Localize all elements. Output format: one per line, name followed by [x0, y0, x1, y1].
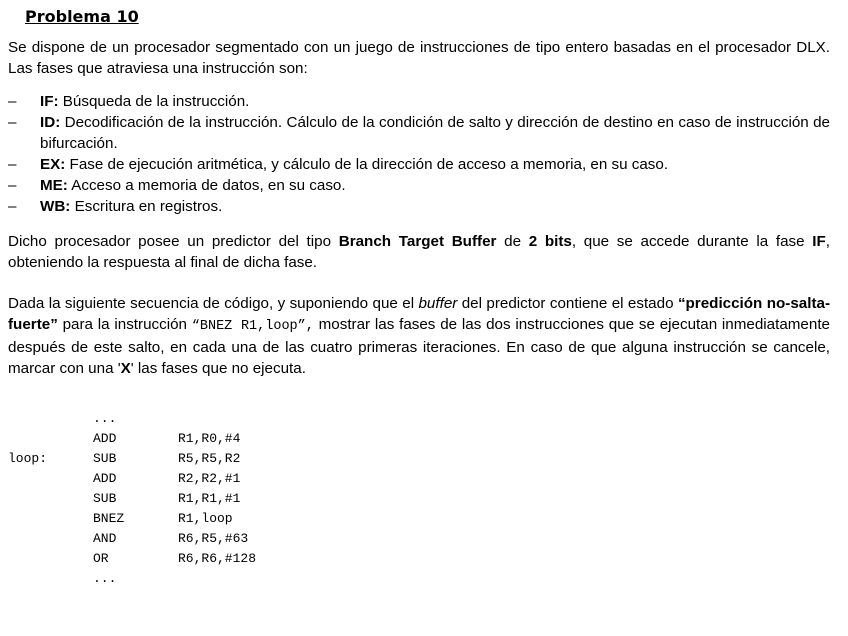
text-run: Dicho procesador posee un predictor del tipo	[8, 233, 339, 250]
text-run: , obteniendo la respuesta al final de dicha fase.	[8, 233, 830, 271]
code-line	[8, 569, 830, 589]
phase-key: ME:	[40, 177, 68, 194]
document-page	[8, 6, 830, 589]
code-label: loop:	[8, 451, 48, 466]
phase-item-wb	[8, 196, 830, 217]
phase-desc: Fase de ejecución aritmética, y cálculo de la dirección de acceso a memoria, en su caso.	[65, 156, 669, 173]
list-dash: –	[8, 156, 17, 173]
phase-desc: Escritura en registros.	[70, 198, 223, 215]
phase-key: ID:	[40, 114, 61, 131]
text-run: para la instrucción	[57, 316, 192, 333]
intro-paragraph: Se dispone de un procesador segmentado con un juego de instrucciones de tipo entero basadas en el procesador DLX. Las fases que atraviesa una instrucción son:	[8, 39, 830, 77]
code-opcode: AND	[93, 531, 117, 546]
bold-run: “predicción no-salta-fuerte”	[8, 295, 831, 333]
phase-item-id	[8, 112, 830, 154]
list-dash: –	[8, 198, 17, 215]
phase-desc: Decodificación de la instrucción. Cálculo de la condición de salto y dirección de destino en caso de instrucción de bifurcación.	[40, 114, 830, 152]
code-opcode: ...	[93, 571, 117, 586]
code-operands: R6,R5,#63	[178, 531, 249, 546]
bold-run: Branch Target Buffer	[338, 233, 497, 250]
problem-title: Problema 10	[25, 7, 139, 26]
code-line	[8, 509, 830, 529]
code-operands: R2,R2,#1	[178, 471, 241, 486]
phase-key: WB:	[40, 198, 71, 215]
code-line	[8, 469, 830, 489]
list-dash: –	[8, 114, 17, 131]
italic-run: buffer	[418, 295, 458, 312]
list-dash: –	[8, 177, 17, 194]
code-opcode: ...	[93, 411, 117, 426]
code-opcode: SUB	[93, 451, 117, 466]
code-opcode: BNEZ	[93, 511, 125, 526]
text-run: de	[496, 233, 529, 250]
code-operands: R1,R0,#4	[178, 431, 241, 446]
text-run: , que se accede durante la fase	[571, 233, 813, 250]
bold-run: X	[120, 360, 131, 377]
code-operands: R5,R5,R2	[178, 451, 241, 466]
phase-key: IF:	[40, 93, 59, 110]
bold-run: 2 bits	[528, 233, 572, 250]
bold-run: IF	[812, 233, 826, 250]
code-opcode: ADD	[93, 431, 117, 446]
code-listing	[8, 409, 830, 589]
code-line	[8, 409, 830, 429]
phase-desc: Búsqueda de la instrucción.	[58, 93, 250, 110]
phase-key: EX:	[40, 156, 66, 173]
code-line	[8, 489, 830, 509]
phase-desc: Acceso a memoria de datos, en su caso.	[67, 177, 346, 194]
btb-paragraph	[8, 231, 830, 273]
code-operands: R1,loop	[178, 511, 233, 526]
code-opcode: SUB	[93, 491, 117, 506]
code-opcode: OR	[93, 551, 109, 566]
code-line	[8, 549, 830, 569]
phase-item-if	[8, 91, 830, 112]
phase-item-me	[8, 175, 830, 196]
text-run: mostrar las fases de las dos instrucciones que se ejecutan inmediatamente después de este salto, en cada una de las cuatro primeras iteraciones. En caso de que alguna instrucción se cancele, marcar con una '	[8, 316, 830, 377]
code-operands: R1,R1,#1	[178, 491, 241, 506]
text-run: Dada la siguiente secuencia de código, y suponiendo que el	[8, 295, 419, 312]
sequence-paragraph	[8, 293, 830, 379]
text-run: del predictor contiene el estado	[457, 295, 678, 312]
code-line	[8, 429, 830, 449]
phase-item-ex	[8, 154, 830, 175]
text-run: ' las fases que no ejecuta.	[130, 360, 306, 377]
list-dash: –	[8, 93, 17, 110]
code-line	[8, 449, 830, 469]
inline-code: “BNEZ R1,loop”,	[191, 319, 314, 334]
phase-list	[8, 91, 830, 217]
code-opcode: ADD	[93, 471, 117, 486]
code-line	[8, 529, 830, 549]
code-operands: R6,R6,#128	[178, 551, 257, 566]
